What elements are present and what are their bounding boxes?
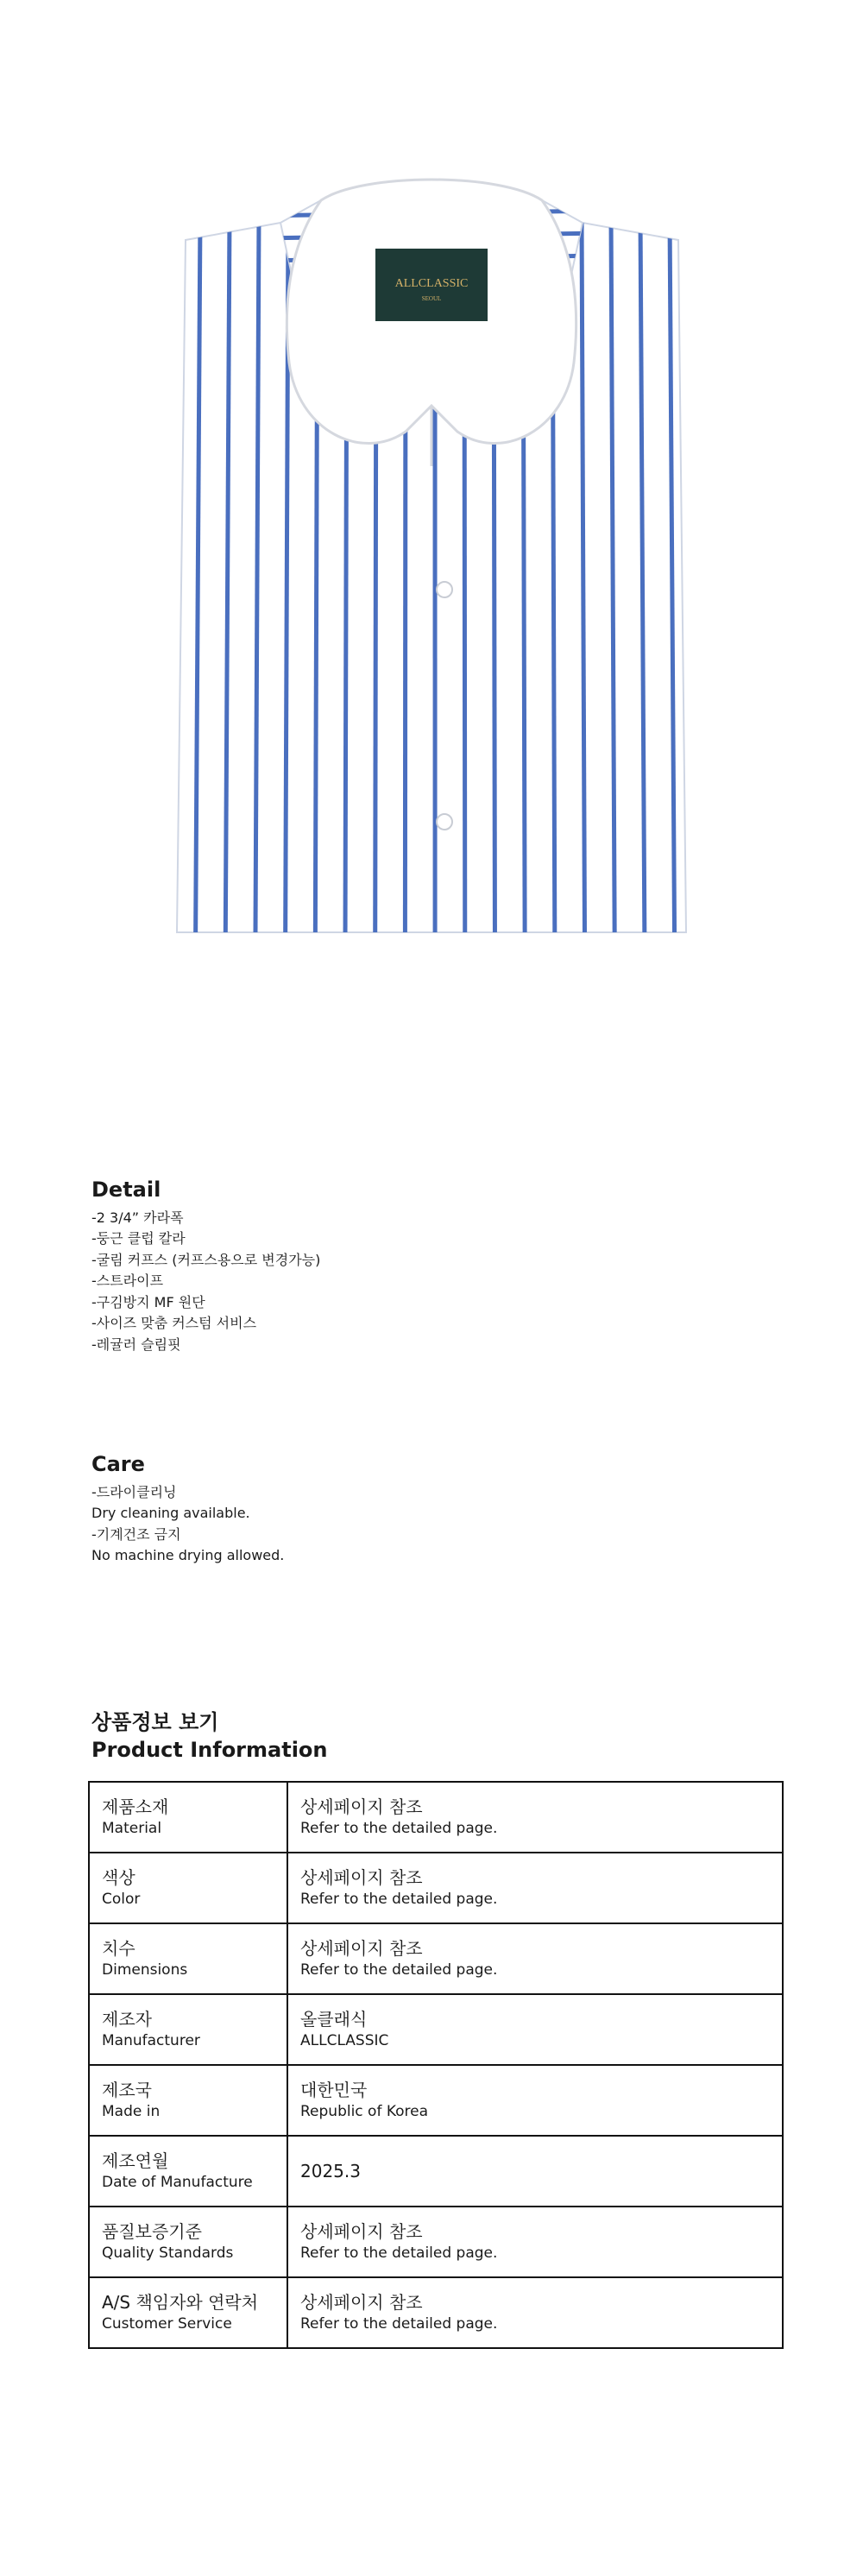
row-key xyxy=(89,2277,287,2348)
key-ko: 제조연월 xyxy=(102,2150,169,2171)
detail-line: -둥근 클럽 칼라 xyxy=(91,1230,186,1247)
value-ko: 올클래식 xyxy=(300,2009,368,2030)
value-en: Refer to the detailed page. xyxy=(300,1891,498,1908)
row-value xyxy=(287,1994,783,2065)
row-key xyxy=(89,1853,287,1923)
key-ko: A/S 책임자와 연락처 xyxy=(102,2292,259,2313)
row-key xyxy=(89,1994,287,2065)
care-line: -드라이클리닝 xyxy=(91,1483,177,1500)
key-en: Manufacturer xyxy=(102,2032,200,2049)
detail-line: -2 3/4” 카라폭 xyxy=(91,1209,184,1226)
row-value xyxy=(287,1853,783,1923)
detail-title: Detail xyxy=(91,1178,161,1202)
value-en: ALLCLASSIC xyxy=(300,2032,389,2049)
value-ko: 상세페이지 참조 xyxy=(300,1867,423,1888)
key-en: Quality Standards xyxy=(102,2245,234,2262)
key-en: Material xyxy=(102,1820,162,1837)
key-en: Date of Manufacture xyxy=(102,2174,253,2191)
brand-sub: SEOUL xyxy=(421,295,442,302)
product-info-title-en: Product Information xyxy=(91,1738,328,1762)
table-row xyxy=(89,1853,783,1923)
detail-line: -레귤러 슬림핏 xyxy=(91,1335,181,1353)
value-en: Refer to the detailed page. xyxy=(300,2245,498,2262)
value-en: Refer to the detailed page. xyxy=(300,1961,498,1979)
row-value xyxy=(287,1923,783,1994)
key-ko: 색상 xyxy=(102,1867,135,1888)
row-value xyxy=(287,2065,783,2136)
care-line: No machine drying allowed. xyxy=(91,1547,285,1564)
table-row xyxy=(89,2136,783,2207)
row-value xyxy=(287,1782,783,1853)
detail-line: -굴림 커프스 (커프스용으로 변경가능) xyxy=(91,1251,321,1268)
shirt-collar xyxy=(287,180,576,466)
key-ko: 치수 xyxy=(102,1938,135,1959)
key-en: Customer Service xyxy=(102,2315,232,2333)
product-image xyxy=(0,0,863,967)
detail-line: -스트라이프 xyxy=(91,1272,164,1290)
product-info-title-ko: 상품정보 보기 xyxy=(91,1710,219,1734)
key-en: Dimensions xyxy=(102,1961,188,1979)
brand-name: ALLCLASSIC xyxy=(394,277,469,290)
table-row xyxy=(89,2207,783,2277)
row-key xyxy=(89,1923,287,1994)
table-row xyxy=(89,1782,783,1853)
key-ko: 제조자 xyxy=(102,2009,152,2030)
product-info-table xyxy=(88,1781,784,2349)
key-en: Made in xyxy=(102,2103,161,2120)
detail-line: -사이즈 맞춤 커스텀 서비스 xyxy=(91,1315,257,1332)
detail-line: -구김방지 MF 원단 xyxy=(91,1293,205,1310)
value-en: Refer to the detailed page. xyxy=(300,1820,498,1837)
value-ko: 상세페이지 참조 xyxy=(300,1938,423,1959)
care-line: -기계건조 금지 xyxy=(91,1525,181,1543)
value-en: Republic of Korea xyxy=(300,2103,429,2120)
care-section xyxy=(91,1452,284,1567)
key-ko: 품질보증기준 xyxy=(102,2221,202,2242)
product-info-heading xyxy=(91,1708,328,1764)
row-key xyxy=(89,1782,287,1853)
row-value xyxy=(287,2207,783,2277)
row-key xyxy=(89,2065,287,2136)
key-en: Color xyxy=(102,1891,141,1908)
care-title: Care xyxy=(91,1452,145,1476)
value-ko: 상세페이지 참조 xyxy=(300,2221,423,2242)
value-ko: 2025.3 xyxy=(300,2161,361,2181)
detail-section xyxy=(91,1178,320,1355)
table-row xyxy=(89,2277,783,2348)
row-key xyxy=(89,2136,287,2207)
table-row xyxy=(89,2065,783,2136)
value-ko: 상세페이지 참조 xyxy=(300,1796,423,1817)
care-line: Dry cleaning available. xyxy=(91,1505,250,1522)
row-value xyxy=(287,2277,783,2348)
shirt-button xyxy=(437,814,452,830)
brand-label xyxy=(375,249,488,321)
table-row xyxy=(89,1994,783,2065)
key-ko: 제품소재 xyxy=(102,1796,169,1817)
row-value xyxy=(287,2136,783,2207)
row-key xyxy=(89,2207,287,2277)
table-row xyxy=(89,1923,783,1994)
key-ko: 제조국 xyxy=(102,2080,152,2100)
shirt-stripe xyxy=(582,216,584,932)
value-ko: 상세페이지 참조 xyxy=(300,2292,423,2313)
value-ko: 대한민국 xyxy=(300,2080,368,2100)
value-en: Refer to the detailed page. xyxy=(300,2315,498,2333)
shirt-button xyxy=(437,582,452,597)
